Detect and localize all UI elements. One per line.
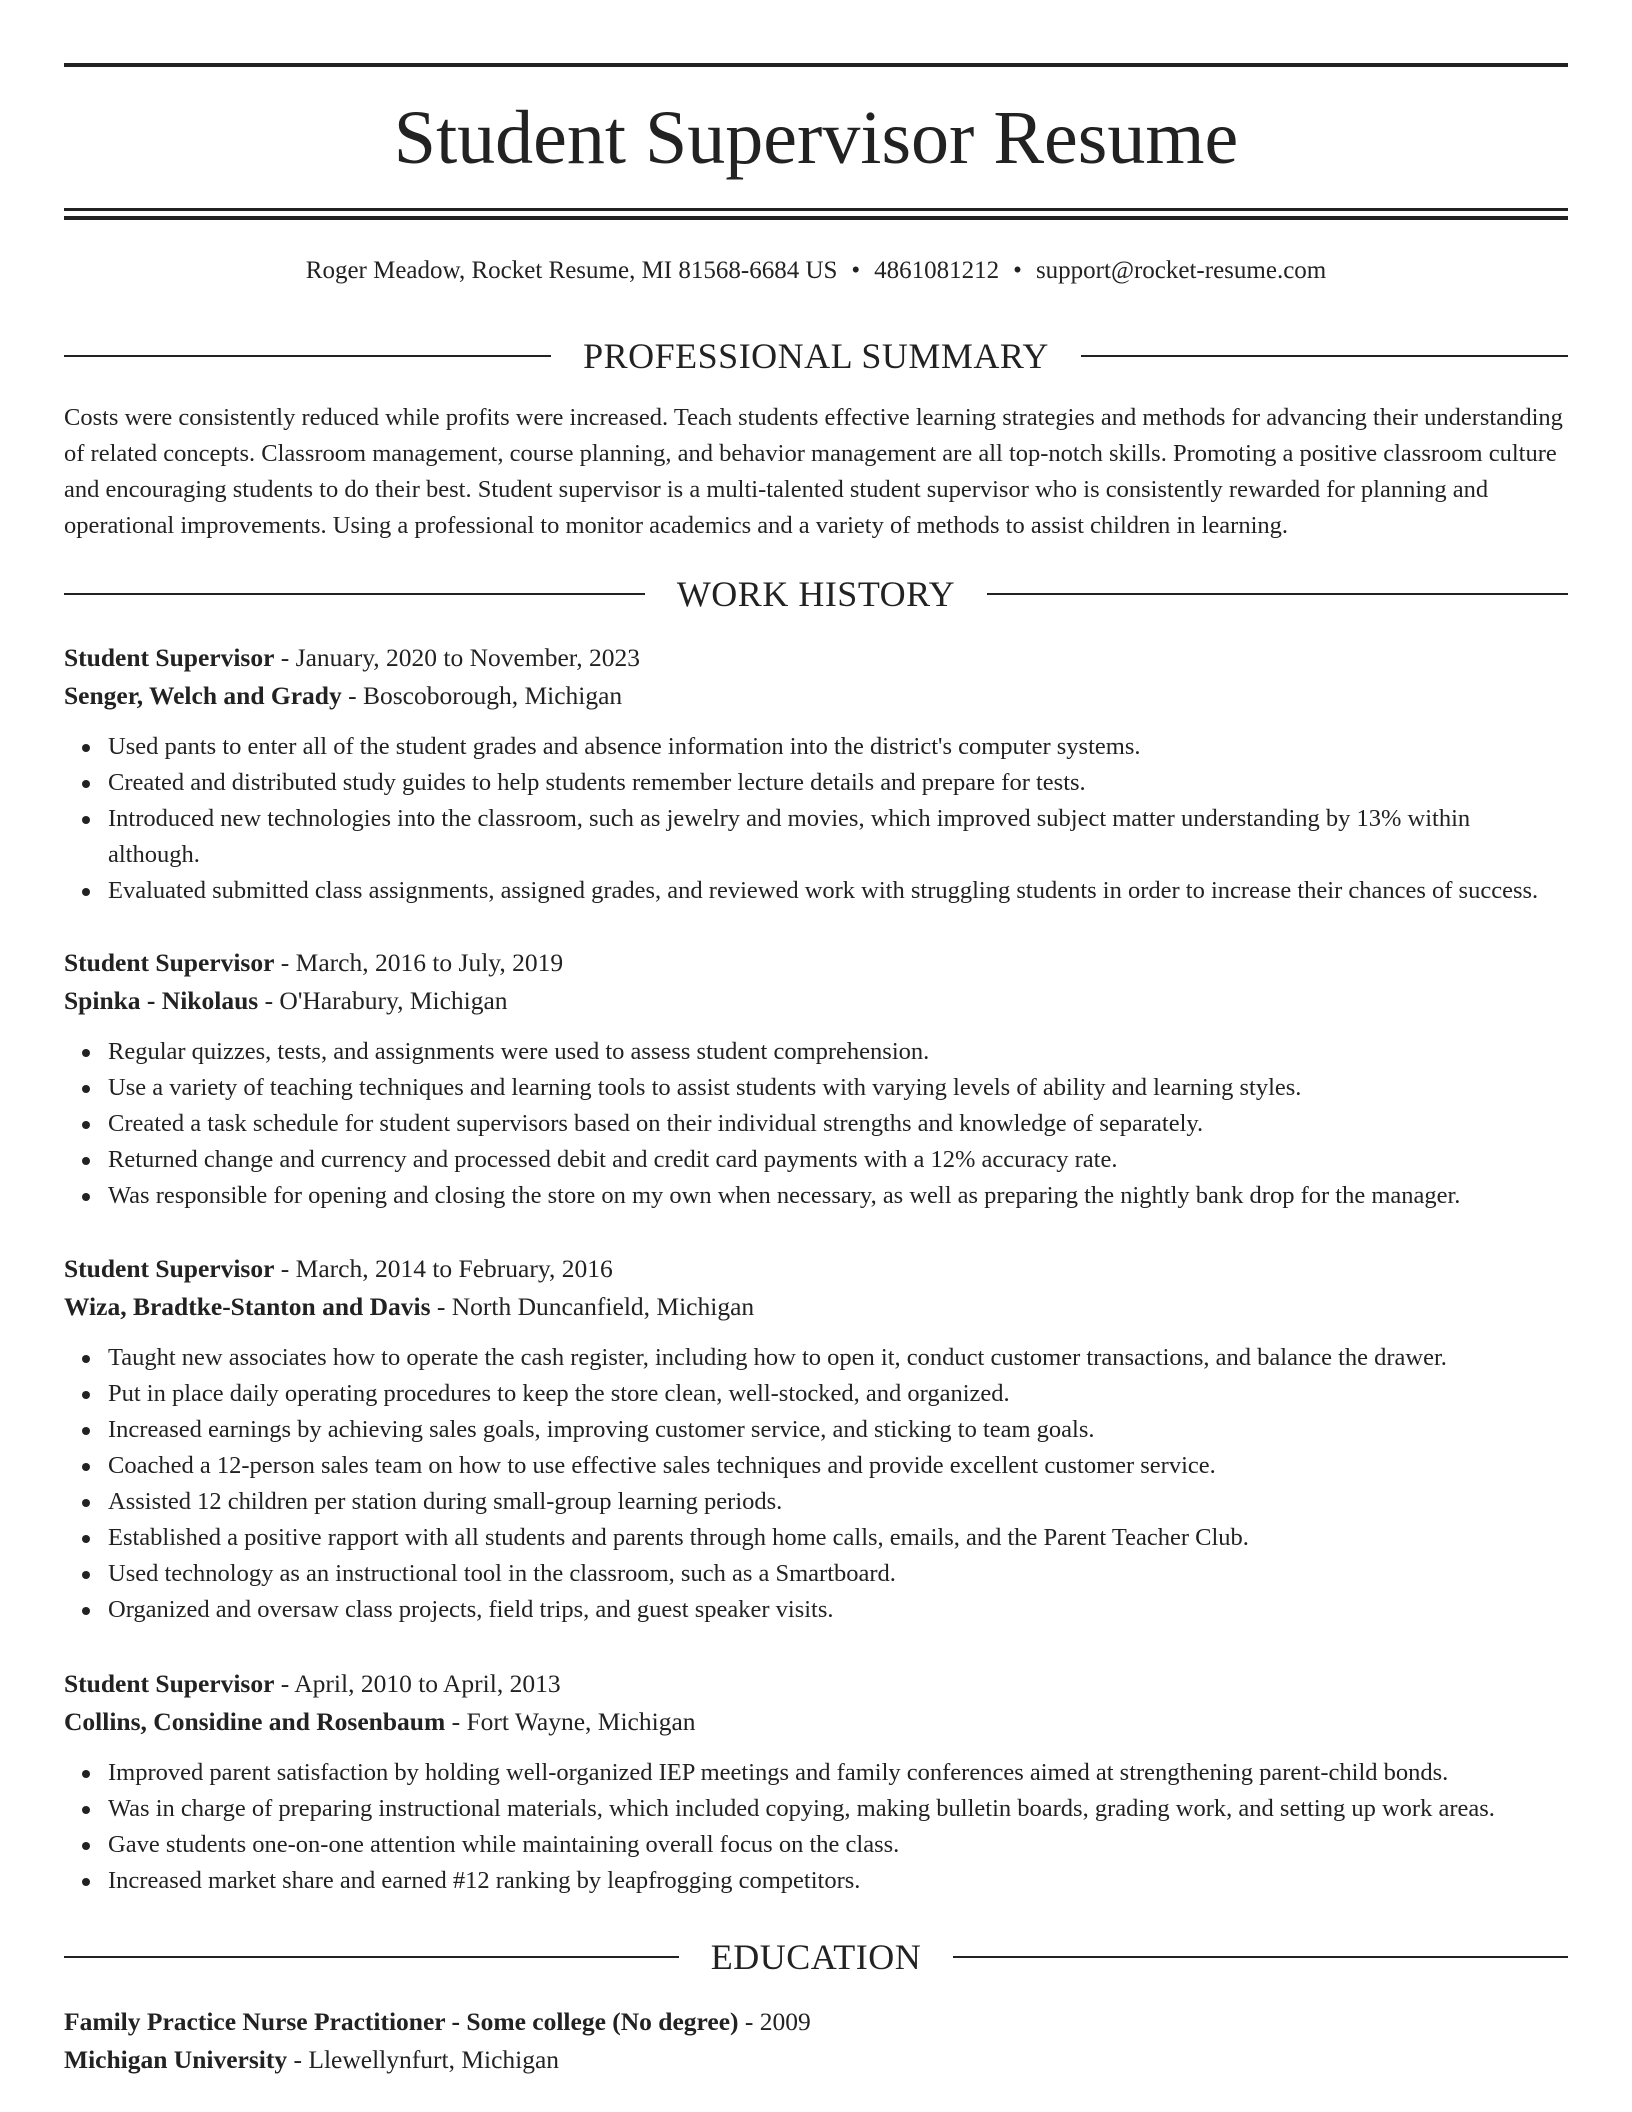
- resume-title: Student Supervisor Resume: [393, 96, 1239, 180]
- job-title: Student Supervisor: [64, 643, 275, 672]
- job-bullets: [64, 1755, 1568, 1899]
- heading-rule: [64, 1956, 679, 1958]
- section-heading-summary: [64, 334, 1568, 378]
- contact-separator: •: [851, 257, 861, 284]
- job-entry: [64, 1665, 1568, 1899]
- job-bullet: Was responsible for opening and closing the store on my own when necessary, as well as preparing the nightly bank drop for the manager.: [108, 1178, 1568, 1214]
- job-title: Student Supervisor: [64, 1254, 275, 1283]
- job-entry: [64, 639, 1568, 909]
- job-bullet: Gave students one-on-one attention while maintaining overall focus on the class.: [108, 1827, 1568, 1863]
- contact-phone: 4861081212: [874, 257, 1000, 284]
- job-bullet: Used technology as an instructional tool in the classroom, such as a Smartboard.: [108, 1556, 1568, 1592]
- heading-rule: [953, 1956, 1568, 1958]
- education-school: Michigan University: [64, 2045, 288, 2074]
- job-bullet: Coached a 12-person sales team on how to use effective sales techniques and provide excellent customer service.: [108, 1448, 1568, 1484]
- section-heading-work-history: [64, 572, 1568, 616]
- job-bullet: Taught new associates how to operate the cash register, including how to open it, conduct customer transactions, and balance the drawer.: [108, 1340, 1568, 1376]
- heading-rule: [64, 355, 551, 357]
- education-degree: Family Practice Nurse Practitioner - Some college (No degree): [64, 2007, 739, 2036]
- contact-email: support@rocket-resume.com: [1035, 257, 1327, 284]
- job-bullet: Use a variety of teaching techniques and learning tools to assist students with varying levels of ability and learning styles.: [108, 1070, 1568, 1106]
- job-company: Wiza, Bradtke-Stanton and Davis: [64, 1292, 431, 1321]
- section-heading-education: [64, 1935, 1568, 1979]
- job-dates: - April, 2010 to April, 2013: [274, 1669, 561, 1698]
- job-company-line: [64, 982, 1568, 1020]
- job-bullet: Returned change and currency and processed debit and credit card payments with a 12% accuracy rate.: [108, 1142, 1568, 1178]
- job-company-line: [64, 677, 1568, 715]
- job-bullet: Created and distributed study guides to help students remember lecture details and prepare for tests.: [108, 765, 1568, 801]
- title-rule-lower: [64, 216, 1568, 220]
- job-location: - O'Harabury, Michigan: [258, 986, 508, 1015]
- job-location: - North Duncanfield, Michigan: [430, 1292, 755, 1321]
- contact-address: Roger Meadow, Rocket Resume, MI 81568-6684 US: [305, 257, 838, 284]
- job-bullet: Assisted 12 children per station during small-group learning periods.: [108, 1484, 1568, 1520]
- heading-rule: [987, 593, 1568, 595]
- contact-line: [64, 254, 1568, 288]
- job-bullets: [64, 729, 1568, 909]
- job-dates: - March, 2014 to February, 2016: [274, 1254, 613, 1283]
- education-year: - 2009: [738, 2007, 811, 2036]
- job-bullet: Improved parent satisfaction by holding well-organized IEP meetings and family conferences aimed at strengthening parent-child bonds.: [108, 1755, 1568, 1791]
- job-title-line: [64, 944, 1568, 982]
- section-heading-label: WORK HISTORY: [676, 574, 956, 614]
- job-bullet: Introduced new technologies into the classroom, such as jewelry and movies, which improved subject matter understanding by 13% within although.: [108, 801, 1568, 873]
- job-entry: [64, 1250, 1568, 1628]
- job-title-line: [64, 639, 1568, 677]
- job-company: Senger, Welch and Grady: [64, 681, 342, 710]
- title-rule-upper: [64, 208, 1568, 211]
- job-title-line: [64, 1250, 1568, 1288]
- job-location: - Boscoborough, Michigan: [341, 681, 623, 710]
- job-entry: [64, 944, 1568, 1214]
- job-company: Spinka - Nikolaus: [64, 986, 259, 1015]
- section-heading-label: EDUCATION: [710, 1937, 922, 1977]
- job-bullets: [64, 1340, 1568, 1628]
- job-bullet: Put in place daily operating procedures to keep the store clean, well-stocked, and organized.: [108, 1376, 1568, 1412]
- contact-separator: •: [1013, 257, 1022, 284]
- education-degree-line: [64, 2003, 1568, 2041]
- job-bullet: Created a task schedule for student supervisors based on their individual strengths and knowledge of separately.: [108, 1106, 1568, 1142]
- job-bullet: Was in charge of preparing instructional materials, which included copying, making bulletin boards, grading work, and setting up work areas.: [108, 1791, 1568, 1827]
- professional-summary-text: Costs were consistently reduced while profits were increased. Teach students effective learning strategies and methods for advancing their understanding of related concepts. Classroom management, course planning, and behavior management are all top-notch skills. Promoting a positive classroom culture and encouraging students to do their best. Student supervisor is a multi-talented student supervisor who is consistently rewarded for planning and operational improvements. Using a professional to monitor academics and a variety of methods to assist children in learning.: [64, 404, 1563, 539]
- top-rule: [64, 63, 1568, 67]
- heading-rule: [64, 593, 645, 595]
- job-title: Student Supervisor: [64, 948, 275, 977]
- job-bullet: Organized and oversaw class projects, field trips, and guest speaker visits.: [108, 1592, 1568, 1628]
- heading-rule: [1081, 355, 1568, 357]
- job-bullet: Evaluated submitted class assignments, assigned grades, and reviewed work with struggling students in order to increase their chances of success.: [108, 873, 1568, 909]
- job-bullet: Regular quizzes, tests, and assignments were used to assess student comprehension.: [108, 1034, 1568, 1070]
- job-dates: - January, 2020 to November, 2023: [274, 643, 641, 672]
- education-school-line: [64, 2041, 1568, 2079]
- job-location: - Fort Wayne, Michigan: [445, 1707, 696, 1736]
- section-heading-label: PROFESSIONAL SUMMARY: [583, 336, 1049, 376]
- job-bullet: Established a positive rapport with all students and parents through home calls, emails, and the Parent Teacher Club.: [108, 1520, 1568, 1556]
- job-title: Student Supervisor: [64, 1669, 275, 1698]
- job-dates: - March, 2016 to July, 2019: [274, 948, 564, 977]
- job-company-line: [64, 1288, 1568, 1326]
- job-bullet: Increased earnings by achieving sales goals, improving customer service, and sticking to team goals.: [108, 1412, 1568, 1448]
- education-location: - Llewellynfurt, Michigan: [287, 2045, 560, 2074]
- job-title-line: [64, 1665, 1568, 1703]
- job-company-line: [64, 1703, 1568, 1741]
- education-entry: [64, 2003, 1568, 2079]
- job-company: Collins, Considine and Rosenbaum: [64, 1707, 446, 1736]
- job-bullets: [64, 1034, 1568, 1214]
- job-bullet: Used pants to enter all of the student grades and absence information into the district's computer systems.: [108, 729, 1568, 765]
- job-bullet: Increased market share and earned #12 ranking by leapfrogging competitors.: [108, 1863, 1568, 1899]
